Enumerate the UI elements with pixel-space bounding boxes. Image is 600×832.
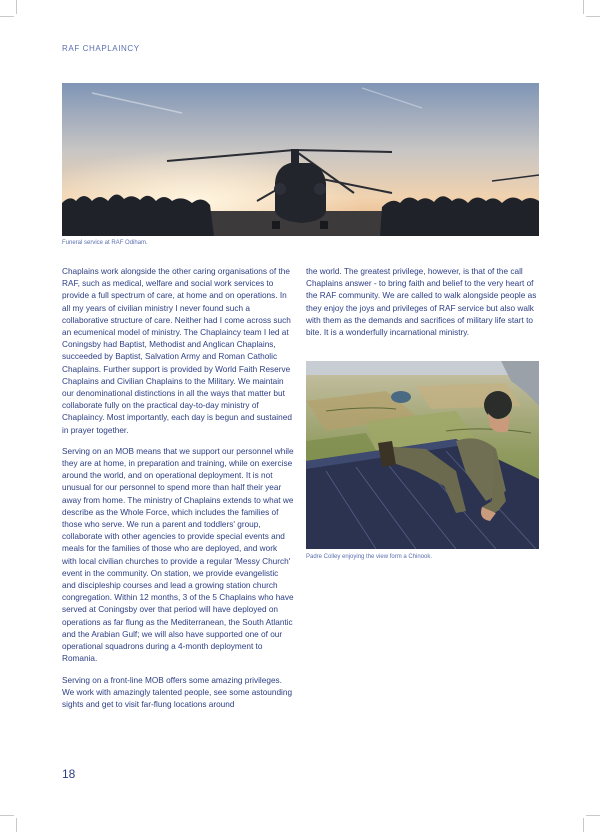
paragraph: Serving on a front-line MOB offers some amazing privileges. We work with amazingly talented people, see some astounding sights and get to visit far-flung locations around (62, 675, 293, 709)
left-column (62, 266, 294, 720)
paragraph: the world. The greatest privilege, however, is that of the call Chaplains answer - to bring faith and belief to the very heart of the RAF community. We are called to walk alongside people as they enjoy the joys and privileges of RAF service but also walk with them as the demands and sacrifices of military life start to bite. It is a wonderfully incarnational ministry. (306, 267, 537, 338)
crop-mark (586, 16, 600, 17)
crop-mark (16, 818, 17, 832)
section-title: RAF CHAPLAINCY (62, 44, 140, 53)
figure-caption: Padre Colley enjoying the view form a Chinook. (306, 554, 433, 560)
crop-mark (0, 815, 14, 816)
padre-chinook-photo (306, 361, 539, 549)
crop-mark (583, 818, 584, 832)
paragraph: Chaplains work alongside the other caring organisations of the RAF, such as medical, welfare and social work services to provide a full spectrum of care, at home and on operations. In all my years of civilian ministry I never found such a collaborative structure of care. Neither had I come across such an ecumenical model of ministry. The Chaplaincy team I led at Coningsby had Baptist, Methodist and Anglican Chaplains, succeeded by Baptist, Salvation Army and Roman Catholic Chaplains. Further support is provided by World Faith Reserve Chaplains and Civilian Chaplains to the Military. We maintain our denominational distinctions in all the ways that matter but collaborate fully on the practical day-to-day ministry of Chaplaincy. Most importantly, each day is begun and sustained in prayer together. (62, 267, 292, 435)
crop-mark (583, 0, 584, 14)
chinook-funeral-photo (62, 83, 539, 236)
right-column (306, 266, 539, 348)
page-number: 18 (62, 767, 76, 781)
paragraph: Serving on an MOB means that we support our personnel while they are at home, in preparation and training, while on exercise around the world, and on operational deployment. It is not unusual for our personnel to spend more than half their year away from home. The ministry of Chaplains extends to what we describe as the Whole Force, which includes the families of those who serve. We run a parent and toddlers' group, collaborate with other agencies to provide special events and meals for the families of those who are deployed, and work with local civilian churches to provide a regular 'Messy Church' event in the community. On station, we provide evangelistic and discipleship courses and lead a growing station church congregation. Within 12 months, 3 of the 5 Chaplains who have served at Coningsby over that period will have deployed on operations as far flung as the Mediterranean, the South Atlantic and the Arabian Gulf; we will also have supported one of our operational squadrons during a 4-month deployment to Romania. (62, 446, 294, 664)
crop-mark (16, 0, 17, 14)
crop-mark (586, 815, 600, 816)
figure-caption: Funeral service at RAF Odiham. (62, 240, 148, 246)
crop-mark (0, 16, 14, 17)
